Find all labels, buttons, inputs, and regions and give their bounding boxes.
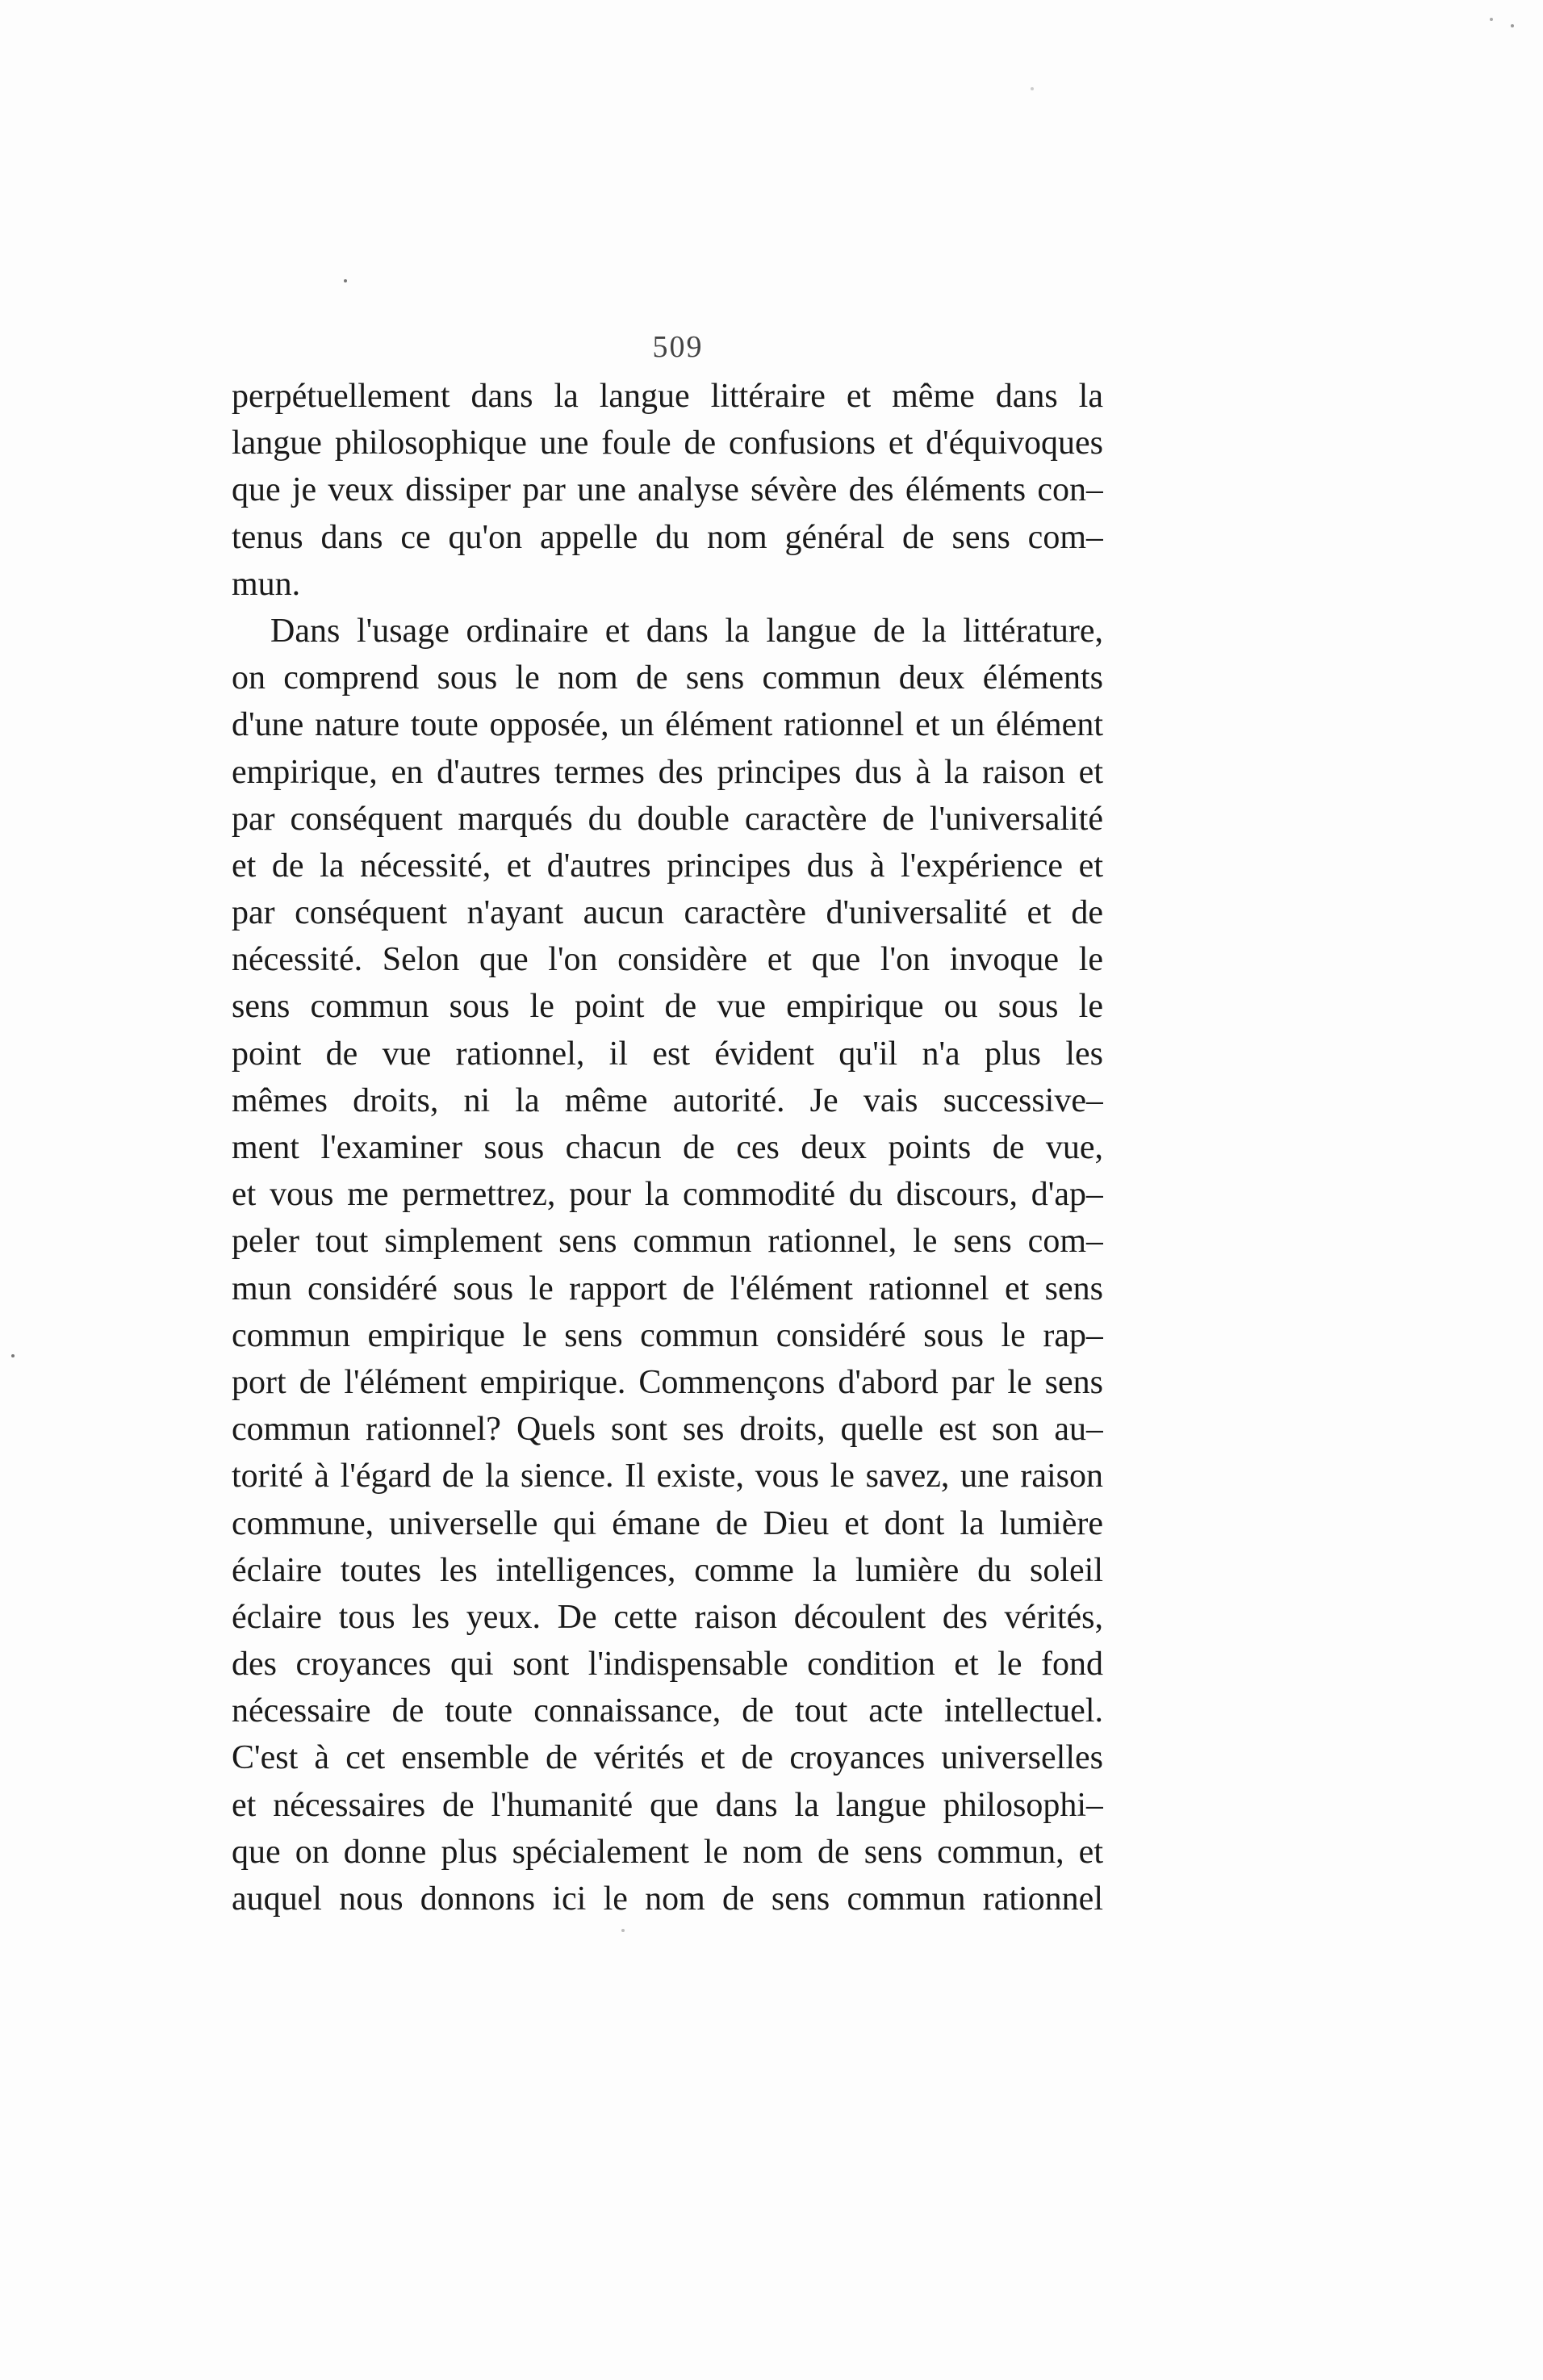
text-line: sens commun sous le point de vue empirique ou sous le xyxy=(232,988,1103,1026)
text-line: éclaire tous les yeux. De cette raison découlent des vérités, xyxy=(232,1598,1103,1636)
text-line: nécessaire de toute connaissance, de tout acte intellectuel. xyxy=(232,1692,1103,1730)
scan-speck xyxy=(1031,87,1034,90)
scan-speck xyxy=(621,1929,625,1932)
text-line: peler tout simplement sens commun rationnel, le sens com– xyxy=(232,1223,1103,1261)
text-line: mêmes droits, ni la même autorité. Je vais successive– xyxy=(232,1081,1103,1119)
text-line: point de vue rationnel, il est évident qu'il n'a plus les xyxy=(232,1035,1103,1073)
text-line: nécessité. Selon que l'on considère et que l'on invoque le xyxy=(232,941,1103,979)
scan-speck xyxy=(11,1354,15,1357)
text-line: commune, universelle qui émane de Dieu et dont la lumière xyxy=(232,1504,1103,1542)
text-line: perpétuellement dans la langue littéraire et même dans la xyxy=(232,378,1103,415)
text-line: et vous me permettrez, pour la commodité du discours, d'ap– xyxy=(232,1176,1103,1214)
text-line: auquel nous donnons ici le nom de sens commun rationnel xyxy=(232,1880,1103,1918)
text-line: par conséquent marqués du double caractère de l'universalité xyxy=(232,800,1103,838)
text-line: on comprend sous le nom de sens commun deux éléments xyxy=(232,659,1103,697)
text-line: commun rationnel? Quels sont ses droits, quelle est son au– xyxy=(232,1411,1103,1449)
text-line: tenus dans ce qu'on appelle du nom général de sens com– xyxy=(232,518,1103,556)
text-line: torité à l'égard de la sience. Il existe, vous le savez, une raison xyxy=(232,1458,1103,1495)
text-line: langue philosophique une foule de confusions et d'équivoques xyxy=(232,425,1103,462)
scan-speck xyxy=(1511,24,1514,27)
text-line: éclaire toutes les intelligences, comme la lumière du soleil xyxy=(232,1551,1103,1589)
text-line: empirique, en d'autres termes des principes dus à la raison et xyxy=(232,753,1103,791)
text-line: des croyances qui sont l'indispensable condition et le fond xyxy=(232,1646,1103,1684)
text-line: port de l'élément empirique. Commençons d'abord par le sens xyxy=(232,1363,1103,1401)
text-line: mun considéré sous le rapport de l'élément rationnel et sens xyxy=(232,1269,1103,1307)
text-line: mun. xyxy=(232,565,301,603)
text-line: C'est à cet ensemble de vérités et de croyances universelles xyxy=(232,1739,1103,1777)
text-line: et nécessaires de l'humanité que dans la langue philosophi– xyxy=(232,1786,1103,1824)
text-line: ment l'examiner sous chacun de ces deux points de vue, xyxy=(232,1129,1103,1166)
text-line: commun empirique le sens commun considéré sous le rap– xyxy=(232,1316,1103,1354)
text-line: que je veux dissiper par une analyse sévère des éléments con– xyxy=(232,471,1103,509)
text-line: et de la nécessité, et d'autres principes dus à l'expérience et xyxy=(232,847,1103,885)
scan-speck xyxy=(1490,18,1493,21)
text-line: que on donne plus spécialement le nom de sens commun, et xyxy=(232,1833,1103,1871)
page-number: 509 xyxy=(652,330,704,364)
scan-speck xyxy=(344,279,347,282)
text-line: Dans l'usage ordinaire et dans la langue de la littérature, xyxy=(270,612,1103,650)
text-line: par conséquent n'ayant aucun caractère d'universalité et de xyxy=(232,894,1103,932)
body-text xyxy=(232,373,1103,1922)
text-line: d'une nature toute opposée, un élément rationnel et un élément xyxy=(232,706,1103,744)
